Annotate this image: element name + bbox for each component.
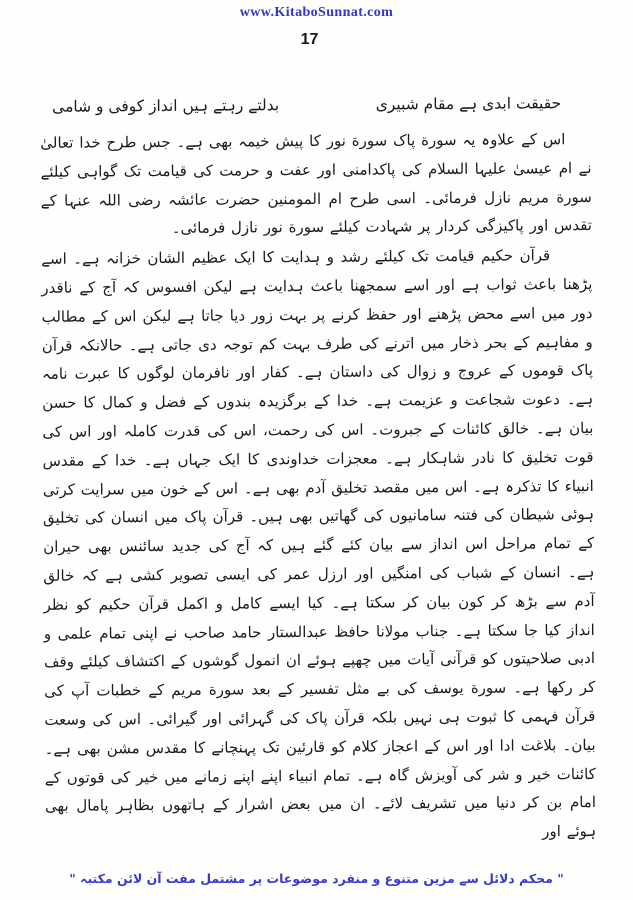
- poetry-couplet: [40, 88, 591, 122]
- page-body-text: [40, 88, 596, 850]
- body-paragraph-1: اس کے علاوہ یہ سورة پاک سورة نور کا پیش خیمہ بھی ہے۔ جس طرح خدا تعالیٰ نے ام عیسیٰ علیہا السلام کی پاکدامنی اور عفت و حرمت کی قیامت تک گواہی کیلئے سورة مریم نازل فرمائی۔ اسی طرح ام المومنین حضرت عائشہ رضی اللہ عنہا کے تقدس اور پاکیزگی کردار پر شہادت کیلئے سورة نور نازل فرمائی۔: [40, 130, 593, 238]
- body-paragraph-2: قرآن حکیم قیامت تک کیلئے رشد و ہدایت کا ایک عظیم الشان خزانہ ہے۔ اسے پڑھنا باعث ثواب ہے اور اسے سمجھنا باعث ہدایت ہے لیکن افسوس کہ آج کے ناقدر دور میں اسے محض پڑھنے اور حفظ کرنے پر بہت زور دیا جاتا ہے لیکن اس کے مطالب و مفاہیم کے بحر ذخار میں اترنے کی طرف بہت کم توجہ دی جاتی ہے۔ حالانکہ قرآن پاک قوموں کے عروج و زوال کی داستان ہے۔ کفار اور نافرمان لوگوں کا عبرت نامہ ہے۔ دعوت شجاعت و عزیمت ہے۔ خدا کے برگزیدہ بندوں کے فضل و کمال کا حسن بیان ہے۔ خالق کائنات کے جبروت۔ اس کی رحمت، اس کی قدرت کاملہ اور اس کی قوت تخلیق کا نادر شاہکار ہے۔ معجزات خداوندی کا ایک جہاں ہے۔ خدا کے مقدس انبیاء کا تذکرہ ہے۔ اس میں مقصد تخلیق آدم بھی ہے۔ اس کے خون میں سرایت کرتی ہوئی شیطان کی فتنہ سامانیوں کی گھاتیں بھی ہیں۔ قرآن پاک میں انسان کی تخلیق کے تمام مراحل اس انداز سے بیان کئے گئے ہیں کہ آج کی جدید سائنس بھی حیران ہے۔ انسان کے شباب کی امنگیں اور ارزل عمر کی ایسی تصویر کشی ہے کہ خالق آدم سے بڑھ کر کون بیان کر سکتا ہے۔ کیا ایسے کامل و اکمل قرآن حکیم کو نظر انداز کیا جا سکتا ہے۔ جناب مولانا حافظ عبدالستار حامد صاحب نے اپنی تمام علمی و ادبی صلاحیتوں کو قرآنی آیات میں چھپے ہوئے ان انمول گوشوں کے اکتشاف کیلئے وقف کر رکھا ہے۔ سورة یوسف کی بے مثل تفسیر کے بعد سورة مریم کے خطبات آپ کی قرآن فہمی کا ثبوت ہی نہیں بلکہ قرآن پاک کی گہرائی اور گیرائی۔ اس کی وسعت بیان۔ بلاغت ادا اور اس کے اعجاز کلام کو قارئین تک پہنچانے کا مقدس مشن بھی ہے۔ کائنات خیر و شر کی آویزش گاہ ہے۔ تمام انبیاء اپنے اپنے زمانے میں خیر کی قوتوں کے امام بن کر دنیا میں تشریف لائے۔ ان میں بعض اشرار کے ہاتھوں بظاہر پامال بھی ہوئے اور: [41, 246, 597, 841]
- page-number: 17: [300, 31, 319, 48]
- couplet-second-hemistich: بدلتے رہتے ہیں انداز کوفی و شامی: [52, 96, 280, 116]
- site-url-watermark: www.KitaboSunnat.com: [239, 5, 394, 20]
- footer-tagline: " محکم دلائل سے مزین متنوع و منفرد موضوعات پر مشتمل مفت آن لائن مکتبہ ": [69, 871, 564, 886]
- couplet-first-hemistich: حقیقت ابدی ہے مقام شبیری: [375, 94, 562, 114]
